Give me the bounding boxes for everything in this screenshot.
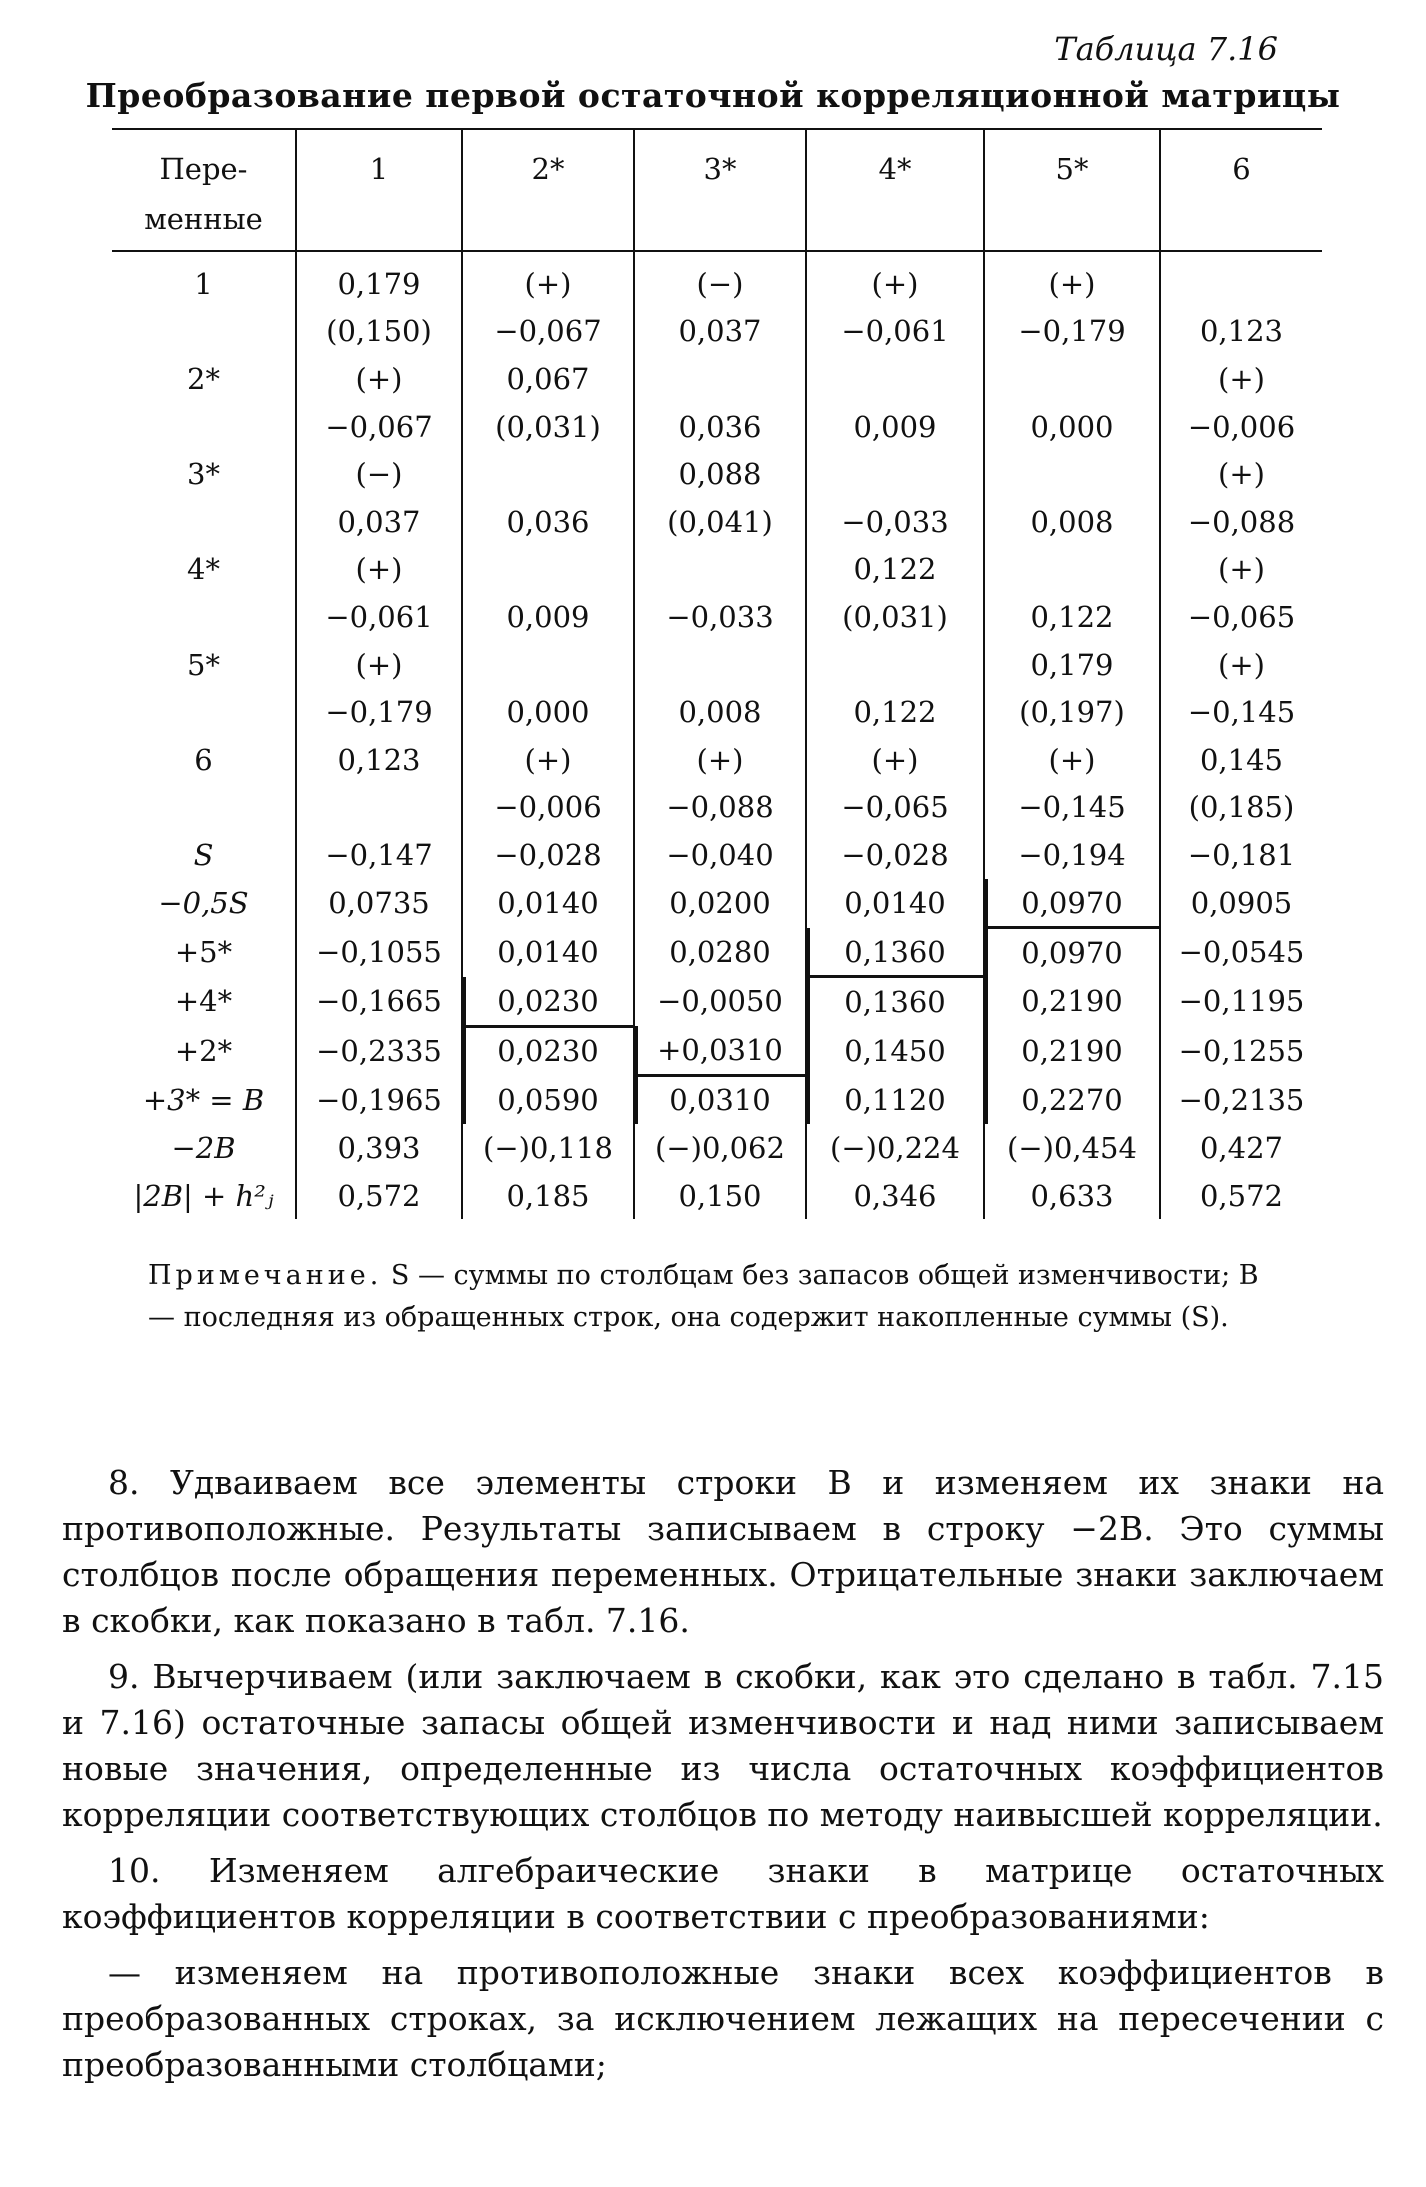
matrix-cell	[296, 784, 462, 832]
table-row	[112, 977, 1322, 1026]
row-label-cell	[112, 688, 296, 736]
matrix-cell: −0,033	[634, 593, 806, 641]
matrix-cell: (+)	[984, 736, 1160, 784]
matrix-cell: −0,028	[462, 831, 634, 879]
matrix-cell: 0,179	[984, 641, 1160, 689]
matrix-cell: −0,179	[984, 308, 1160, 356]
paragraph-10: 10. Изменяем алгебраические знаки в матрице остаточных коэффициентов корреляции в соответствии с преобразованиями:	[62, 1851, 1384, 1936]
matrix-cell: −0,065	[806, 784, 984, 832]
matrix-cell	[634, 355, 806, 403]
matrix-cell: (0,031)	[462, 403, 634, 451]
table-row	[112, 879, 1322, 928]
matrix-cell	[806, 450, 984, 498]
row-label-cell	[112, 308, 296, 356]
table-row	[112, 308, 1322, 356]
matrix-cell: −0,028	[806, 831, 984, 879]
row-label-cell	[112, 498, 296, 546]
matrix-cell: 0,0230	[462, 1026, 634, 1075]
matrix-cell	[806, 355, 984, 403]
matrix-cell: 0,2190	[984, 1026, 1160, 1075]
table-row	[112, 831, 1322, 879]
matrix-cell: 0,2270	[984, 1075, 1160, 1124]
matrix-cell: 0,122	[806, 546, 984, 594]
matrix-cell: 0,0590	[462, 1075, 634, 1124]
row-label-cell: 4*	[187, 552, 220, 587]
table-row	[112, 1172, 1322, 1220]
table-row	[112, 736, 1322, 784]
matrix-cell	[984, 546, 1160, 594]
matrix-cell: 0,0140	[462, 879, 634, 928]
row-label-cell: 5*	[187, 647, 220, 682]
matrix-cell	[1160, 251, 1322, 308]
paragraph-10-item: — изменяем на противоположные знаки всех коэффициентов в преобразованных строках, за исключением лежащих на пересечении с преобразованными столбцами;	[62, 1953, 1384, 2084]
matrix-cell: 0,1360	[806, 928, 984, 977]
header-col-6: 6	[1160, 129, 1322, 251]
matrix-cell: (+)	[1160, 450, 1322, 498]
matrix-cell: 0,572	[296, 1172, 462, 1220]
matrix-cell: (−)0,062	[634, 1124, 806, 1172]
table-row	[112, 498, 1322, 546]
table-row	[112, 688, 1322, 736]
paragraph-8: 8. Удваиваем все элементы строки B и изменяем их знаки на противоположные. Результаты записываем в строку −2B. Это суммы столбцов после обращения переменных. Отрицательные знаки заключаем в скобки, как показано в табл. 7.16.	[62, 1463, 1384, 1640]
header-col-2: 2*	[462, 129, 634, 251]
row-label-cell: +2*	[174, 1033, 233, 1068]
row-label-cell: 3*	[187, 457, 220, 492]
matrix-cell: (+)	[296, 641, 462, 689]
correlation-matrix-table	[112, 128, 1322, 1219]
matrix-cell: 0,393	[296, 1124, 462, 1172]
matrix-cell: +0,0310	[634, 1026, 806, 1075]
matrix-cell: −0,067	[296, 403, 462, 451]
matrix-cell: 0,008	[984, 498, 1160, 546]
matrix-cell: −0,1965	[296, 1075, 462, 1124]
row-label-cell: −0,5S	[158, 886, 249, 921]
row-label-cell: |2B| + h²ⱼ	[133, 1178, 274, 1213]
row-label-cell	[112, 403, 296, 451]
matrix-cell: −0,194	[984, 831, 1160, 879]
table-row	[112, 928, 1322, 977]
matrix-cell: 0,123	[296, 736, 462, 784]
table-row	[112, 784, 1322, 832]
matrix-cell: 0,037	[296, 498, 462, 546]
matrix-cell: 0,067	[462, 355, 634, 403]
matrix-cell: 0,2190	[984, 977, 1160, 1026]
header-col-4: 4*	[806, 129, 984, 251]
matrix-cell: 0,0140	[806, 879, 984, 928]
matrix-cell: −0,088	[1160, 498, 1322, 546]
table-row	[112, 251, 1322, 308]
table-row	[112, 1026, 1322, 1075]
matrix-cell: (+)	[1160, 355, 1322, 403]
matrix-cell: 0,009	[806, 403, 984, 451]
table-row	[112, 403, 1322, 451]
matrix-cell: 0,572	[1160, 1172, 1322, 1220]
matrix-cell: 0,037	[634, 308, 806, 356]
table-row	[112, 450, 1322, 498]
note-text: S — суммы по столбцам без запасов общей изменчивости; B — последняя из обращенных строк, она содержит накопленные суммы (S).	[148, 1260, 1259, 1333]
matrix-cell: 0,000	[984, 403, 1160, 451]
table-label: Таблица 7.16	[1054, 30, 1278, 68]
matrix-cell: 0,145	[1160, 736, 1322, 784]
matrix-cell: (+)	[1160, 641, 1322, 689]
row-label-cell: 2*	[187, 361, 220, 396]
matrix-cell: 0,008	[634, 688, 806, 736]
matrix-cell: −0,1665	[296, 977, 462, 1026]
row-label-cell	[112, 784, 296, 832]
matrix-cell: −0,1255	[1160, 1026, 1322, 1075]
matrix-cell: −0,033	[806, 498, 984, 546]
matrix-cell	[462, 641, 634, 689]
matrix-cell: −0,2335	[296, 1026, 462, 1075]
matrix-cell	[984, 355, 1160, 403]
matrix-cell: −0,181	[1160, 831, 1322, 879]
matrix-cell: (−)0,454	[984, 1124, 1160, 1172]
table-row	[112, 546, 1322, 594]
matrix-cell: −0,061	[806, 308, 984, 356]
matrix-cell: (0,041)	[634, 498, 806, 546]
matrix-cell: 0,036	[462, 498, 634, 546]
matrix-cell: (+)	[984, 251, 1160, 308]
matrix-cell: −0,2135	[1160, 1075, 1322, 1124]
matrix-cell: 0,036	[634, 403, 806, 451]
matrix-cell: (+)	[296, 355, 462, 403]
matrix-cell: 0,179	[296, 251, 462, 308]
table-row	[112, 355, 1322, 403]
matrix-cell: (+)	[634, 736, 806, 784]
matrix-cell: 0,0970	[984, 928, 1160, 977]
matrix-cell	[634, 641, 806, 689]
matrix-cell: 0,088	[634, 450, 806, 498]
matrix-cell: (+)	[806, 736, 984, 784]
matrix-cell	[806, 641, 984, 689]
matrix-cell: 0,0230	[462, 977, 634, 1026]
matrix-cell: 0,122	[806, 688, 984, 736]
matrix-cell: (0,197)	[984, 688, 1160, 736]
matrix-cell: −0,006	[1160, 403, 1322, 451]
matrix-cell: 0,0905	[1160, 879, 1322, 928]
matrix-cell: 0,185	[462, 1172, 634, 1220]
table-note	[148, 1255, 1278, 1339]
matrix-cell: 0,000	[462, 688, 634, 736]
note-label: Примечание.	[148, 1260, 383, 1291]
matrix-cell: 0,633	[984, 1172, 1160, 1220]
matrix-cell: −0,067	[462, 308, 634, 356]
matrix-cell: (−)0,118	[462, 1124, 634, 1172]
matrix-cell: 0,0140	[462, 928, 634, 977]
matrix-cell: 0,427	[1160, 1124, 1322, 1172]
matrix-cell: 0,0970	[984, 879, 1160, 928]
matrix-cell: −0,145	[1160, 688, 1322, 736]
matrix-cell: (0,031)	[806, 593, 984, 641]
row-label-cell: 6	[194, 742, 213, 777]
matrix-cell: 0,1450	[806, 1026, 984, 1075]
table-title: Преобразование первой остаточной корреляционной матрицы	[85, 76, 1341, 115]
row-label-cell: S	[193, 837, 214, 872]
matrix-cell: (0,150)	[296, 308, 462, 356]
header-col-5: 5*	[984, 129, 1160, 251]
matrix-cell: (0,185)	[1160, 784, 1322, 832]
matrix-cell: 0,0280	[634, 928, 806, 977]
matrix-cell: −0,0050	[634, 977, 806, 1026]
matrix-cell	[462, 450, 634, 498]
table-row	[112, 593, 1322, 641]
matrix-cell: (−)	[296, 450, 462, 498]
matrix-cell: −0,1055	[296, 928, 462, 977]
matrix-cell: −0,006	[462, 784, 634, 832]
matrix-cell: −0,061	[296, 593, 462, 641]
matrix-cell: (+)	[1160, 546, 1322, 594]
matrix-cell: (+)	[296, 546, 462, 594]
paragraph-9: 9. Вычерчиваем (или заключаем в скобки, как это сделано в табл. 7.15 и 7.16) остаточные запасы общей изменчивости и над ними записываем новые значения, определенные из числа остаточных коэффициентов корреляции соответствующих столбцов по методу наивысшей корреляции.	[62, 1657, 1384, 1834]
matrix-cell: 0,009	[462, 593, 634, 641]
matrix-cell: (−)0,224	[806, 1124, 984, 1172]
header-variables-line2: менные	[144, 202, 263, 236]
row-label-cell: +3* = B	[142, 1082, 265, 1117]
matrix-cell: (−)	[634, 251, 806, 308]
matrix-cell	[984, 450, 1160, 498]
matrix-cell: (+)	[462, 736, 634, 784]
matrix-cell: 0,0200	[634, 879, 806, 928]
matrix-cell: −0,145	[984, 784, 1160, 832]
row-label-cell: +5*	[174, 935, 233, 970]
matrix-cell: −0,179	[296, 688, 462, 736]
matrix-cell	[634, 546, 806, 594]
matrix-cell: 0,150	[634, 1172, 806, 1220]
matrix-cell: −0,0545	[1160, 928, 1322, 977]
matrix-cell: 0,123	[1160, 308, 1322, 356]
matrix-cell: (+)	[462, 251, 634, 308]
matrix-cell: −0,040	[634, 831, 806, 879]
matrix-cell: 0,122	[984, 593, 1160, 641]
row-label-cell: −2B	[171, 1130, 236, 1165]
matrix-table-wrap	[112, 128, 1322, 1219]
table-header-row	[112, 129, 1322, 251]
matrix-cell: −0,147	[296, 831, 462, 879]
matrix-cell: 0,1120	[806, 1075, 984, 1124]
row-label-cell: +4*	[174, 984, 233, 1019]
matrix-cell: −0,088	[634, 784, 806, 832]
header-col-1: 1	[296, 129, 462, 251]
table-body	[112, 251, 1322, 1219]
body-text	[62, 1460, 1384, 2098]
matrix-cell	[462, 546, 634, 594]
table-row	[112, 1075, 1322, 1124]
table-row	[112, 641, 1322, 689]
matrix-cell: 0,346	[806, 1172, 984, 1220]
matrix-cell: 0,0735	[296, 879, 462, 928]
matrix-cell: 0,0310	[634, 1075, 806, 1124]
matrix-cell: 0,1360	[806, 977, 984, 1026]
row-label-cell	[112, 593, 296, 641]
header-variables-line1: Пере-	[159, 152, 248, 186]
table-row	[112, 1124, 1322, 1172]
row-label-cell: 1	[194, 266, 213, 301]
matrix-cell: (+)	[806, 251, 984, 308]
header-col-3: 3*	[634, 129, 806, 251]
matrix-cell: −0,065	[1160, 593, 1322, 641]
header-variables	[112, 129, 296, 251]
matrix-cell: −0,1195	[1160, 977, 1322, 1026]
